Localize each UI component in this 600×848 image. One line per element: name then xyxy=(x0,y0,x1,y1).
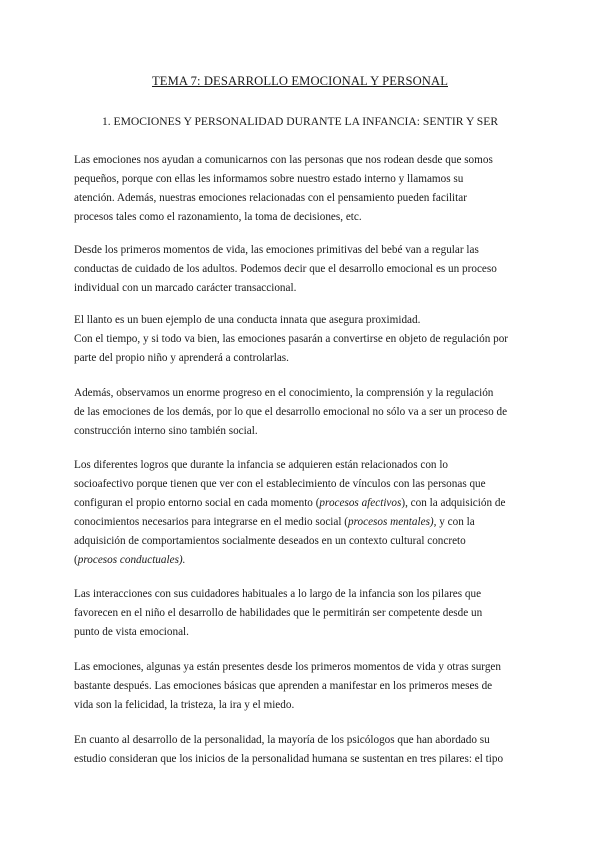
emphasis-text: procesos mentales), xyxy=(348,516,437,528)
text-run: configuran el propio entorno social en cada momento ( xyxy=(74,497,320,509)
text-line: conductas de cuidado de los adultos. Podemos decir que el desarrollo emocional es un proceso xyxy=(74,263,497,275)
text-line: Las emociones, algunas ya están presentes desde los primeros momentos de vida y otras surgen xyxy=(74,661,501,673)
paragraph-4 xyxy=(74,384,534,441)
emphasis-text: procesos conductuales). xyxy=(77,554,186,566)
text-line: construcción interno sino también social. xyxy=(74,425,258,437)
text-line: Además, observamos un enorme progreso en el conocimiento, la comprensión y la regulación xyxy=(74,387,494,399)
text-line: socioafectivo porque tienen que ver con el establecimiento de vínculos con las personas que xyxy=(74,478,486,490)
text-line: adquisición de comportamientos socialmente deseados en un contexto cultural concreto xyxy=(74,535,466,547)
text-line: Los diferentes logros que durante la infancia se adquieren están relacionados con lo xyxy=(74,459,449,471)
text-line: Con el tiempo, y si todo va bien, las emociones pasarán a convertirse en objeto de regulación por xyxy=(74,333,509,345)
text-line: El llanto es un buen ejemplo de una conducta innata que asegura proximidad. xyxy=(74,314,421,326)
text-line: Las interacciones con sus cuidadores habituales a lo largo de la infancia son los pilares que xyxy=(74,588,482,600)
text-line: vida son la felicidad, la tristeza, la ira y el miedo. xyxy=(74,699,295,711)
text-line: procesos tales como el razonamiento, la toma de decisiones, etc. xyxy=(74,211,362,223)
text-line: Desde los primeros momentos de vida, las emociones primitivas del bebé van a regular las xyxy=(74,244,479,256)
text-line: individual con un marcado carácter transaccional. xyxy=(74,282,297,294)
text-line: punto de vista emocional. xyxy=(74,626,189,638)
text-run: ), con la adquisición de xyxy=(401,497,506,509)
text-line: Las emociones nos ayudan a comunicarnos con las personas que nos rodean desde que somos xyxy=(74,154,493,166)
text-line xyxy=(74,551,534,570)
paragraph-8 xyxy=(74,731,534,769)
paragraph-6 xyxy=(74,585,534,642)
paragraph-1 xyxy=(74,151,534,227)
text-line: parte del propio niño y aprenderá a controlarlas. xyxy=(74,352,289,364)
text-line: bastante después. Las emociones básicas que aprenden a manifestar en los primeros meses de xyxy=(74,680,493,692)
document-title: TEMA 7: DESARROLLO EMOCIONAL Y PERSONAL xyxy=(151,74,448,88)
text-run: ( xyxy=(74,554,78,566)
text-line: En cuanto al desarrollo de la personalidad, la mayoría de los psicólogos que han abordado su xyxy=(74,734,490,746)
text-run: conocimientos necesarios para integrarse en el medio social ( xyxy=(74,516,348,528)
text-run: y con la xyxy=(436,516,475,528)
paragraph-7 xyxy=(74,658,534,715)
text-line: de las emociones de los demás, por lo que el desarrollo emocional no sólo va a ser un proceso de xyxy=(74,406,508,418)
text-line xyxy=(74,513,534,532)
paragraph-5 xyxy=(74,456,534,570)
text-line: estudio consideran que los inicios de la personalidad humana se sustentan en tres pilares: el tipo xyxy=(74,753,504,765)
paragraph-2 xyxy=(74,241,534,298)
text-line: favorecen en el niño el desarrollo de habilidades que le permitirán ser competente desde un xyxy=(74,607,483,619)
text-line: pequeños, porque con ellas les informamos sobre nuestro estado interno y llamamos su xyxy=(74,173,464,185)
emphasis-text: procesos afectivos xyxy=(319,497,402,509)
paragraph-3 xyxy=(74,311,534,368)
section-heading: 1. EMOCIONES Y PERSONALIDAD DURANTE LA INFANCIA: SENTIR Y SER xyxy=(101,115,499,128)
text-line xyxy=(74,494,534,513)
text-line: atención. Además, nuestras emociones relacionadas con el pensamiento pueden facilitar xyxy=(74,192,467,204)
